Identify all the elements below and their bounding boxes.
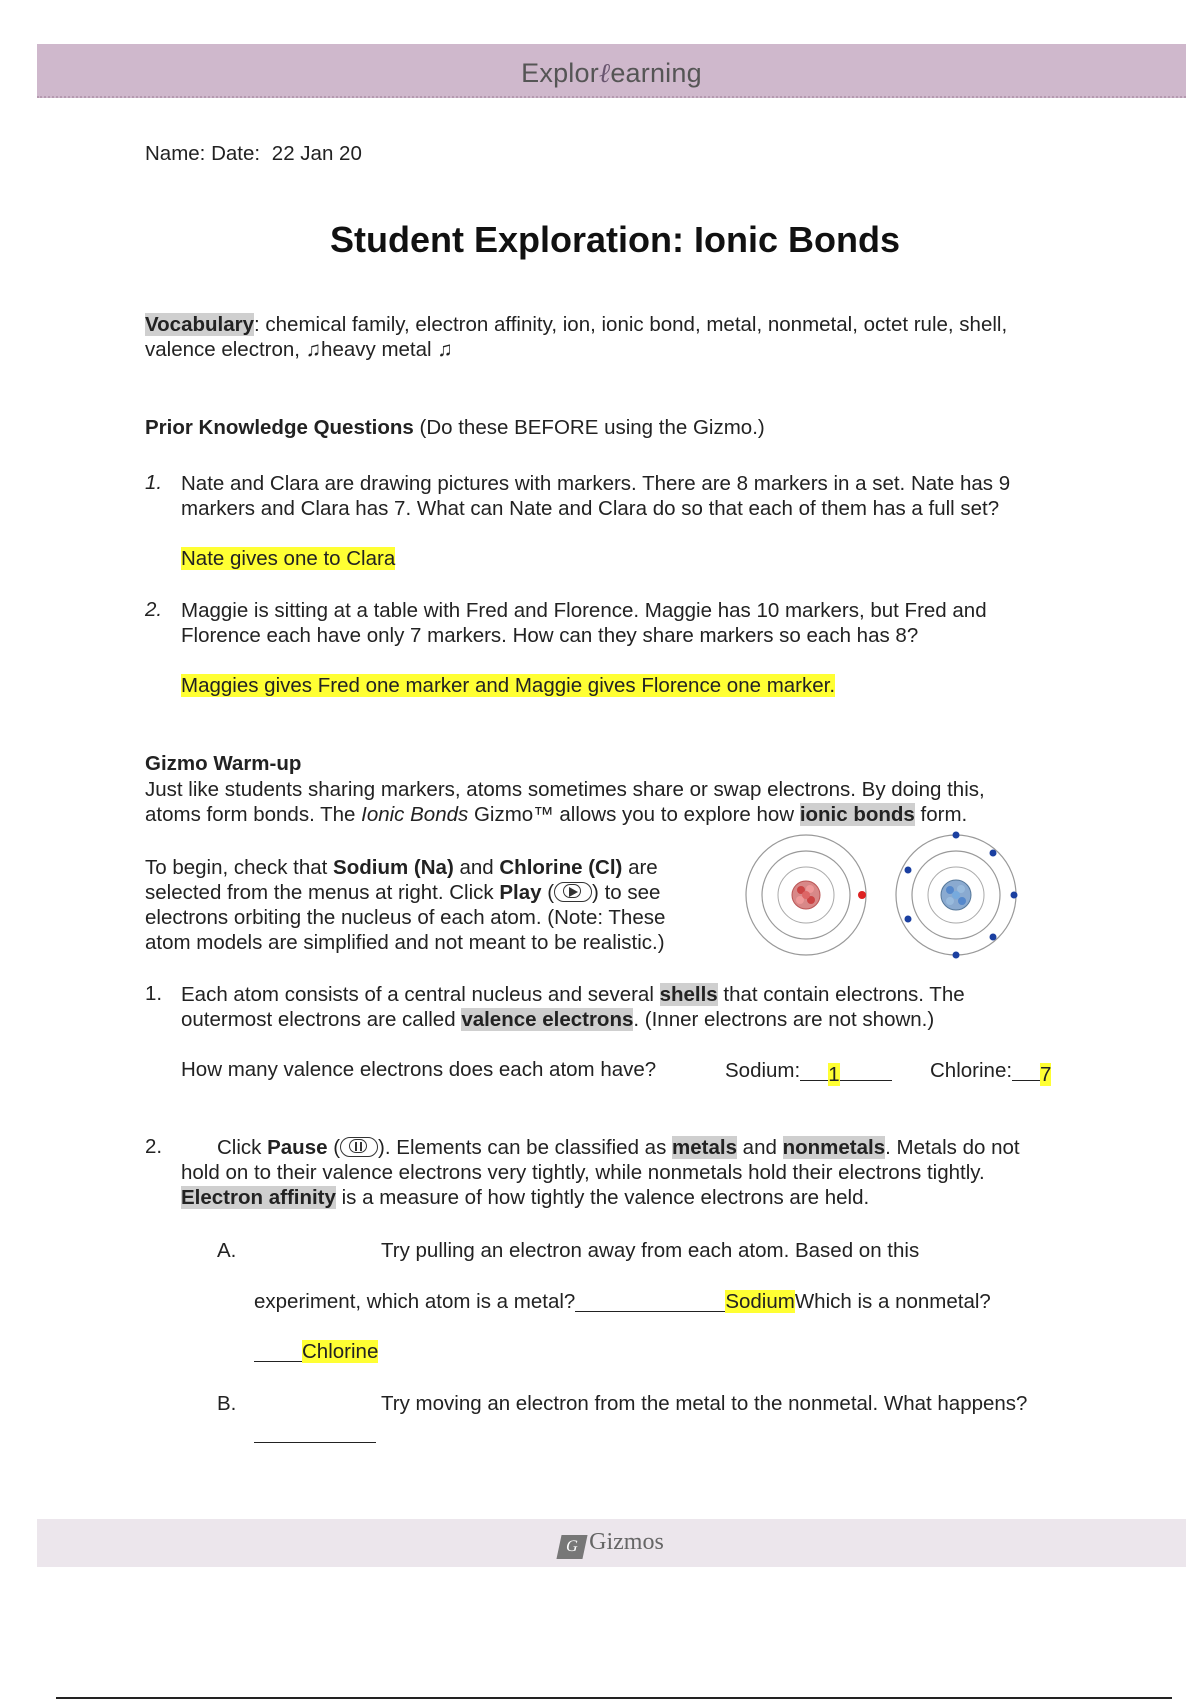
warmup-intro: Just like students sharing markers, atoms sometimes share or swap electrons. By doing this, atoms form bonds. The Ionic Bonds Gizmo™ allows you to explore how ionic bonds form. [145, 778, 985, 826]
atom-models-illustration [742, 830, 1022, 960]
warmup-heading: Gizmo Warm-up [145, 752, 302, 775]
prior-knowledge-heading: Prior Knowledge Questions (Do these BEFORE using the Gizmo.) [145, 416, 765, 439]
header-band [37, 44, 1186, 98]
bottom-rule [56, 1697, 1172, 1699]
page-title: Student Exploration: Ionic Bonds [330, 219, 900, 260]
part-b-label: B. [217, 1392, 237, 1415]
play-icon [554, 882, 592, 902]
name-date-line [145, 142, 362, 166]
warmup-q2-text: Click Pause ( ). Elements can be classified as metals and nonmetals. Metals do not hold on to their valence electrons very tightly, while nonmetals hold their electrons tightly. Electron affinity is a measure of how tightly the valence electrons are held. [181, 1136, 1020, 1209]
prior-q1-answer[interactable]: Nate gives one to Clara [181, 547, 396, 570]
gizmos-logo: G Gizmos [37, 1529, 1186, 1559]
date-label: Date: [211, 142, 261, 165]
pause-icon [340, 1137, 378, 1157]
sodium-valence-electron [858, 891, 866, 899]
sodium-answer-line: Sodium: 1 [725, 1058, 892, 1086]
name-label: Name: [145, 142, 206, 165]
part-a-line3 [254, 1339, 378, 1364]
nonmetal-answer[interactable]: Chlorine [302, 1340, 379, 1363]
vocabulary-block: Vocabulary: chemical family, electron affinity, ion, ionic bond, metal, nonmetal, octet rule, shell, valence electron, ♫heavy metal ♫ [145, 313, 1008, 361]
part-a-line2: experiment, which atom is a metal? SodiumWhich is a nonmetal? [254, 1290, 991, 1313]
prior-q2-number: 2. [145, 598, 163, 621]
warmup-q1-number: 1. [145, 982, 163, 1005]
metal-answer[interactable]: Sodium [725, 1290, 795, 1313]
sodium-valence-answer[interactable]: 1 [828, 1063, 840, 1086]
prior-q1-number: 1. [145, 471, 163, 494]
gizmos-logo-icon: G [557, 1535, 588, 1559]
prior-q1-text: Nate and Clara are drawing pictures with markers. There are 8 markers in a set. Nate has 9 markers and Clara has 7. What can Nate and Clara do so that each of them has a full set? [181, 472, 1011, 520]
prior-q2-text: Maggie is sitting at a table with Fred and Florence. Maggie has 10 markers, but Fred and Florence each have only 7 markers. How can they share markers so each has 8? [181, 599, 987, 647]
explorelearning-logo: Explorℓearning [521, 58, 702, 89]
footer-band [37, 1519, 1186, 1567]
warmup-q1-text: Each atom consists of a central nucleus and several shells that contain electrons. The outermost electrons are called valence electrons. (Inner electrons are not shown.) [181, 983, 965, 1031]
sodium-atom [746, 835, 866, 955]
part-b-answer-line[interactable] [254, 1420, 376, 1445]
vocabulary-label: Vocabulary [145, 313, 254, 336]
prior-q2-answer[interactable]: Maggies gives Fred one marker and Maggie gives Florence one marker. [181, 674, 836, 697]
chlorine-valence-answer[interactable]: 7 [1040, 1063, 1052, 1086]
chlorine-answer-line: Chlorine: 7 [930, 1059, 1052, 1086]
warmup-begin-paragraph: To begin, check that Sodium (Na) and Chlorine (Cl) are selected from the menus at right. Click Play ( ) to see electrons orbiting the nucleus of each atom. (Note: These atom models are simplified and not meant to be realistic.) [145, 856, 666, 954]
part-a-line1: Try pulling an electron away from each atom. Based on this [381, 1239, 920, 1262]
warmup-q2-number: 2. [145, 1135, 163, 1158]
valence-question: How many valence electrons does each atom have? [181, 1058, 657, 1081]
date-value: 22 Jan 20 [271, 142, 362, 165]
part-b-line1: Try moving an electron from the metal to the nonmetal. What happens? [381, 1392, 1028, 1415]
part-a-label: A. [217, 1239, 237, 1262]
chlorine-atom [896, 832, 1018, 959]
logo-swash-e: ℓ [598, 58, 611, 89]
